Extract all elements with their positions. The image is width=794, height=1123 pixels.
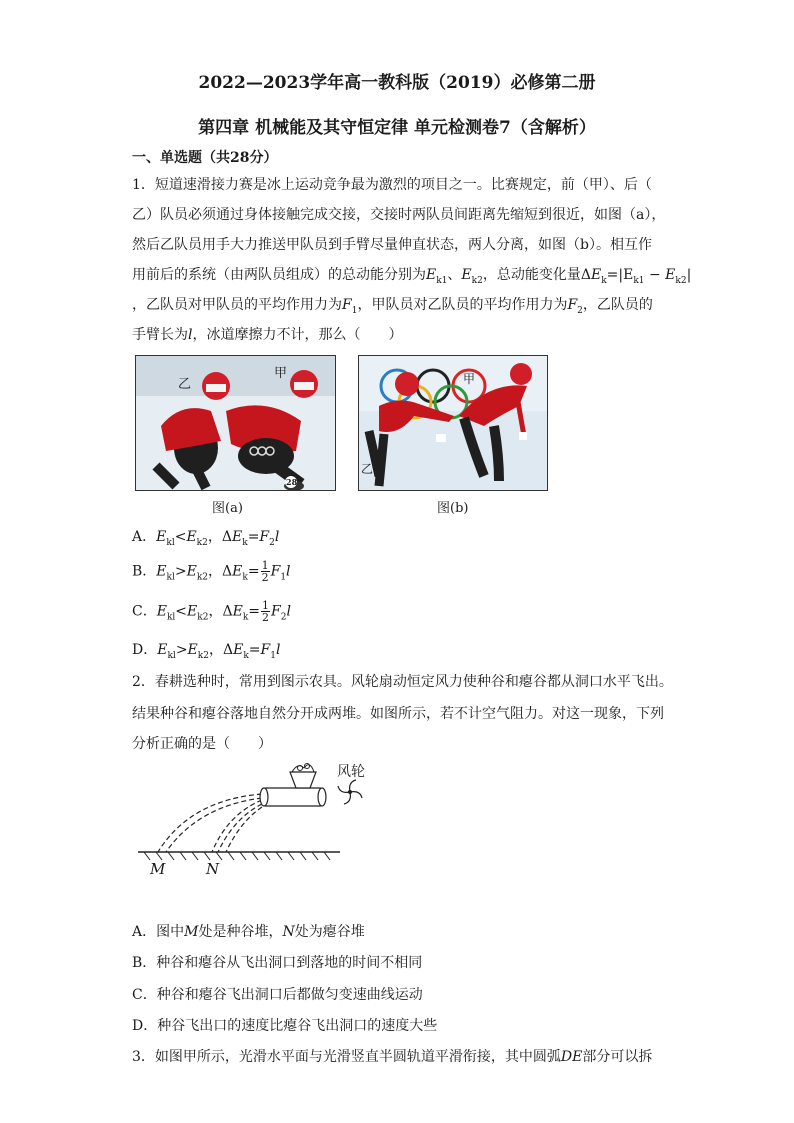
q3-line-1: 3．如图甲所示，光滑水平面与光滑竖直半圆轨道平滑衔接，其中圆弧DE部分可以拆 xyxy=(132,1049,653,1065)
figure-a-photo xyxy=(135,355,336,491)
q1-option-a: A．$E_{kl}<E_{k2}$，$\Delta E_k=F_2l$ xyxy=(132,529,280,548)
q2-option-b: B．种谷和瘪谷从飞出洞口到落地的时间不相同 xyxy=(132,955,423,971)
title-line-1: 2022—2023学年高一教科版（2019）必修第二册 xyxy=(198,73,596,93)
q2-line-3: 分析正确的是（ ） xyxy=(132,736,272,752)
figure-b-label-jia: 甲 xyxy=(463,372,476,386)
q1-line-4: 用前后的系统（由两队员组成）的总动能分别为$E_{k1}$、$E_{k2}$，总动能变化量$\Delta E_k=|E_{k1} - E_{k2}|$ xyxy=(132,267,692,286)
q1-line-6: 手臂长为l，冰道摩擦力不计，那么（ ） xyxy=(132,327,403,343)
figure-a-label-yi: 乙 xyxy=(178,377,192,392)
q1-line-3: 然后乙队员用手大力推送甲队员到手臂尽量伸直状态，两人分离，如图（b）。相互作 xyxy=(132,237,652,253)
q1-option-d: D．$E_{kl}>E_{k2}$，$\Delta E_k=F_1l$ xyxy=(132,642,281,661)
q1-line-2: 乙）队员必须通过身体接触完成交接，交接时两队员间距离先缩短到很近，如图（a）， xyxy=(132,207,666,223)
fan-wheel-label: 风轮 xyxy=(337,764,365,780)
figure-a-caption: 图(a) xyxy=(212,501,243,516)
q1-line-1: 1．短道速滑接力赛是冰上运动竞争最为激烈的项目之一。比赛规定，前（甲）、后（ xyxy=(132,177,652,193)
figure-b-photo xyxy=(358,355,548,491)
point-n-label: N xyxy=(206,860,220,878)
q2-line-2: 结果种谷和瘪谷落地自然分开成两堆。如图所示，若不计空气阻力。对这一现象，下列 xyxy=(132,706,664,722)
q1-option-c: C．$E_{kl}<E_{k2}$，$\Delta E_k=$ $\frac{1}{2}$ $F_2l$ xyxy=(132,599,291,624)
title-line-2: 第四章 机械能及其守恒定律 单元检测卷7（含解析） xyxy=(198,118,596,138)
q1-option-b: B．$E_{kl}>E_{k2}$，$\Delta E_k=$ $\frac{1}{2}$ $F_1l$ xyxy=(132,559,291,584)
point-m-label: M xyxy=(150,860,166,878)
winnowing-diagram xyxy=(130,758,390,883)
q2-option-d: D．种谷飞出口的速度比瘪谷飞出洞口的速度大些 xyxy=(132,1018,438,1034)
q2-line-1: 2．春耕选种时，常用到图示农具。风轮扇动恒定风力使种谷和瘪谷都从洞口水平飞出。 xyxy=(132,674,673,690)
figure-b-label-yi: 乙 xyxy=(361,462,374,476)
q2-option-a: A．图中M处是种谷堆，N处为瘪谷堆 xyxy=(132,924,365,940)
section-heading: 一、单选题（共28分） xyxy=(132,150,278,166)
figure-a-bib-number: 28 xyxy=(286,477,298,487)
figure-a-label-jia: 甲 xyxy=(274,366,288,381)
figure-b-caption: 图(b) xyxy=(437,501,469,516)
q2-option-c: C．种谷和瘪谷飞出洞口后都做匀变速曲线运动 xyxy=(132,987,423,1003)
q1-line-5: ，乙队员对甲队员的平均作用力为$F_1$，甲队员对乙队员的平均作用力为$F_2$，乙队员的 xyxy=(132,297,653,316)
